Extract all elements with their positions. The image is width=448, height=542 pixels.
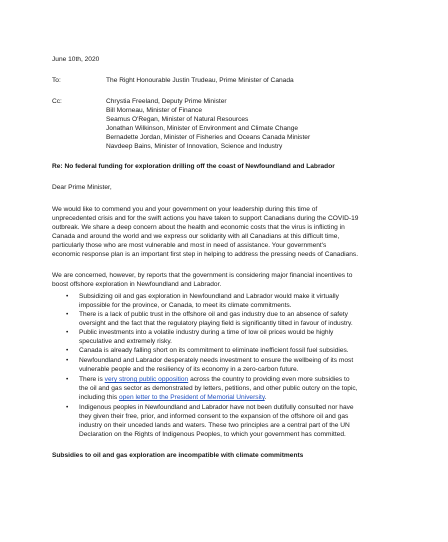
bullet-line: they given their free, prior, and informed consent to the expansion of the offshore oil and gas — [79, 413, 349, 420]
to-recipient: The Right Honourable Justin Trudeau, Prime Minister of Canada — [106, 77, 294, 84]
para2-line: We are concerned, however, by reports that the government is considering major financial incentives to — [52, 272, 353, 279]
para1-line: outbreak. We share a deep concern about the health and economic costs that the virus is inflicting in — [52, 224, 345, 231]
cc-item: Jonathan Wilkinson, Minister of Environment and Climate Change — [106, 125, 299, 132]
bullet-line: Public investments into a volatile industry during a time of low oil prices would be highly — [79, 329, 334, 336]
bullet-line: Newfoundland and Labrador desperately needs investment to ensure the wellbeing of its most — [79, 357, 354, 364]
bullet-text: . — [264, 394, 267, 401]
to-label: To: — [52, 77, 61, 84]
public-opposition-link[interactable]: very strong public opposition — [104, 376, 189, 383]
bullet-marker: • — [66, 311, 69, 318]
open-letter-link[interactable]: open letter to the President of Memorial University — [118, 394, 265, 401]
para2-line: boost offshore exploration in Newfoundland and Labrador. — [52, 281, 222, 288]
para1-line: economic response plan is an important first step in helping to address the pressing needs of Canadians. — [52, 251, 359, 258]
cc-item: Bill Morneau, Minister of Finance — [106, 107, 203, 114]
para1-line: We would like to commend you and your government on your leadership during this time of — [52, 206, 318, 213]
bullet-marker: • — [66, 404, 69, 411]
bullet-marker: • — [66, 357, 69, 364]
bullet-marker: • — [66, 293, 69, 300]
section-heading: Subsidies to oil and gas exploration are incompatible with climate commitments — [52, 452, 304, 459]
cc-item: Bernadette Jordan, Minister of Fisheries and Oceans Canada Minister — [106, 134, 311, 141]
para1-line: Canada and around the world and we express our solidarity with all Canadians at this difficult time, — [52, 233, 340, 240]
cc-item: Seamus O'Regan, Minister of Natural Resources — [106, 116, 249, 123]
salutation: Dear Prime Minister, — [52, 184, 112, 191]
bullet-line: speculative and extremely risky. — [79, 338, 172, 345]
bullet-line: oversight and the fact that the regulatory playing field is significantly tilted in favour of industry. — [79, 320, 353, 327]
bullet-line: vulnerable people and the resiliency of its economy in a zero-carbon future. — [79, 366, 299, 373]
bullet-marker: • — [66, 329, 69, 336]
cc-item: Navdeep Bains, Minister of Innovation, Science and Industry — [106, 143, 283, 150]
para1-line: particularly those who are most vulnerable and most in need of assistance. Your government's — [52, 242, 327, 249]
bullet-line: Declaration on the Rights of Indigenous Peoples, to which your government has committed. — [79, 431, 346, 438]
bullet-line: Canada is already falling short on its commitment to eliminate inefficient fossil fuel subsidies. — [79, 347, 349, 354]
bullet-text: There is — [79, 376, 105, 383]
bullet-line: the oil and gas sector as demonstrated by letters, petitions, and other public outcry on the topic, — [79, 385, 358, 392]
subject-line: Re: No federal funding for exploration drilling off the coast of Newfoundland and Labrador — [52, 163, 335, 170]
bullet-text: across the country to providing even more subsidies to — [188, 376, 350, 383]
cc-label: Cc: — [52, 98, 62, 105]
bullet-line: industry on their unceded lands and waters. These two principles are a central part of the UN — [79, 422, 350, 429]
letter-date: June 10th, 2020 — [52, 56, 100, 63]
bullet-line: impossible for the province, or Canada, to meet its climate commitments. — [79, 302, 292, 309]
bullet-marker: • — [66, 347, 69, 354]
cc-item: Chrystia Freeland, Deputy Prime Minister — [106, 98, 227, 105]
bullet-line — [79, 375, 350, 384]
bullet-text: including this — [79, 394, 119, 401]
para1-line: unprecedented crisis and for the swift actions you have taken to support Canadians during the COVID-19 — [52, 215, 359, 222]
bullet-line: Subsidizing oil and gas exploration in Newfoundland and Labrador would make it virtually — [79, 293, 339, 300]
bullet-marker: • — [66, 376, 69, 383]
bullet-line: Indigenous peoples in Newfoundland and Labrador have not been dutifully consulted nor have — [79, 404, 354, 411]
bullet-line — [79, 393, 267, 402]
bullet-line: There is a lack of public trust in the offshore oil and gas industry due to an absence of safety — [79, 311, 348, 318]
